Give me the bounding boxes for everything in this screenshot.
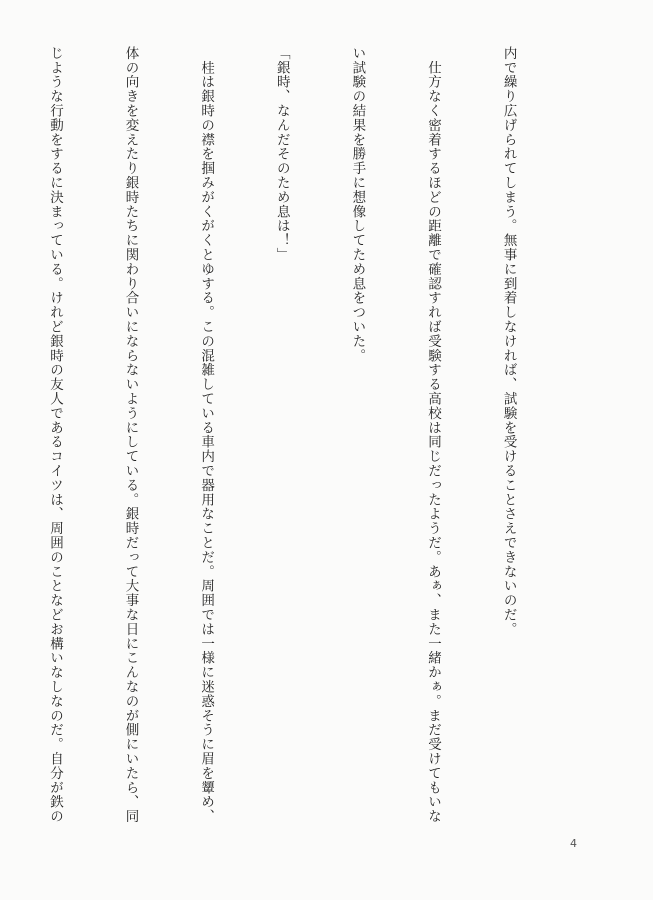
text-line: じような行動をするに決まっている。けれど銀時の友人であるコイツは、周囲のことなどお構いなしなのだ。自分が鉄の (46, 46, 63, 824)
body-text (46, 46, 571, 836)
text-line: 仕方なく密着するほどの距離で確認すれば受験する高校は同じだったようだ。あぁ、また一緒かぁ。まだ受けてもいな (424, 46, 441, 824)
text-line: 「銀時、なんだそのため息は！」 (273, 46, 290, 262)
text-line: 内で繰り広げられてしまう。無事に到着しなければ、試験を受けることさえできないのだ。 (500, 46, 517, 637)
text-line: 桂は銀時の襟を掴みがくがくとゆする。この混雑している車内で器用なことだ。周囲では一様に迷惑そうに眉を顰め、 (198, 46, 215, 824)
page-number: 4 (570, 837, 577, 850)
text-line: い試験の結果を勝手に想像してため息をついた。 (349, 46, 366, 363)
text-line: 体の向きを変えたり銀時たちに関わり合いにならないようにしている。銀時だって大事な日にこんなのが側にいたら、同 (122, 46, 139, 824)
